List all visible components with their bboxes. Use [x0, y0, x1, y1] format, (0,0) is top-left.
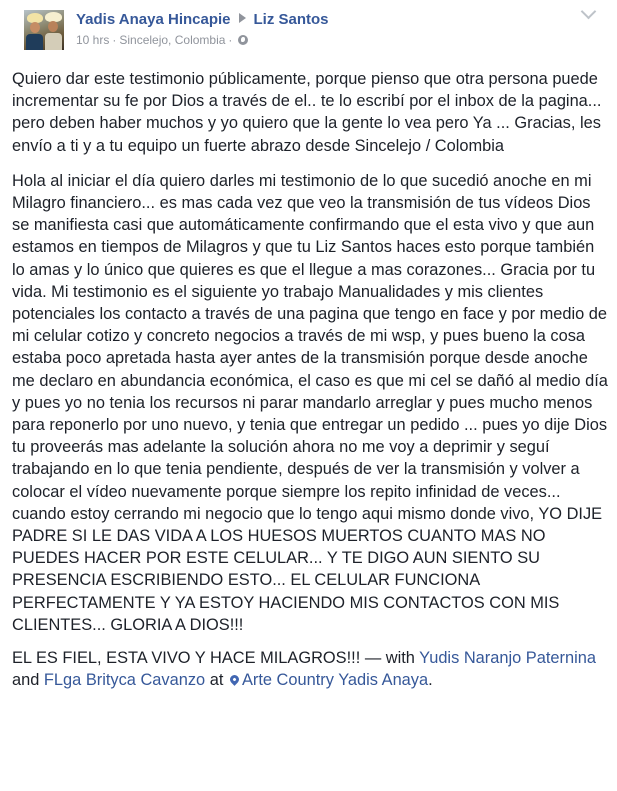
post-header	[12, 0, 605, 60]
post-location[interactable]: Sincelejo, Colombia	[119, 33, 226, 47]
recipient-name-link[interactable]: Liz Santos	[253, 11, 329, 28]
meta-separator: ·	[228, 33, 233, 47]
closing-end: .	[428, 671, 433, 690]
post-names	[76, 11, 329, 28]
post-meta	[76, 33, 248, 47]
meta-separator: ·	[112, 33, 117, 47]
post-body	[12, 68, 610, 702]
post-closing	[12, 647, 610, 691]
place-link[interactable]: Arte Country Yadis Anaya	[241, 671, 429, 690]
chevron-down-icon[interactable]	[581, 4, 597, 20]
closing-at: at	[205, 671, 228, 690]
tagged-person-link[interactable]: Yudis Naranjo Paternina	[419, 649, 596, 668]
closing-text: EL ES FIEL, ESTA VIVO Y HACE MILAGROS!!! — with	[12, 649, 420, 668]
closing-and: and	[12, 671, 44, 690]
post-time[interactable]: 10 hrs	[76, 33, 110, 47]
post-paragraph: Quiero dar este testimonio públicamente, porque pienso que otra persona puede incrementar su fe por Dios a través de el.. te lo escribí por el inbox de la pagina... pero deben haber muchos y yo quiero que la gente lo vea pero Ya ... Gracias, les envío a ti y a tu equipo un fuerte abrazo desde Sincelejo / Colombia	[12, 70, 602, 155]
author-avatar[interactable]	[24, 10, 64, 50]
author-name-link[interactable]: Yadis Anaya Hincapie	[76, 11, 231, 28]
map-pin-icon	[228, 673, 241, 686]
tagged-person-link[interactable]: FLga Brityca Cavanzo	[43, 671, 206, 690]
globe-icon[interactable]	[238, 35, 248, 45]
arrow-right-icon	[239, 13, 246, 23]
post-paragraph: Hola al iniciar el día quiero darles mi testimonio de lo que sucedió anoche en mi Milagro financiero... es mas cada vez que veo la transmisión de tus vídeos Dios se manifiesta casi que automáticamente confirmando que el esta vivo y que aun estamos en tiempos de Milagros y que tu Liz Santos haces esto porque también lo amas y lo único que quieres es que el llegue a mas corazones... Gracia por tu vida. Mi testimonio es el siguiente yo trabajo Manualidades y mis clientes potenciales los contacto a través de una pagina que tengo en face y por medio de mi celular cotizo y concreto negocios a través de mi wsp, y pues bueno la cosa estaba poco apretada hasta ayer antes de la transmisión porque desde anoche me declaro en abundancia económica, el caso es que mi cel se dañó al medio día y pues yo no tenia los recursos ni parar mandarlo arreglar y pues mucho menos para reponerlo por uno nuevo, y tenia que entregar un pedido ... pues yo dije Dios tu proveerás mas adelante la solución ahora no me voy a deprimir y seguí trabajando en lo que tenia pendiente, después de ver la transmisión y volver a colocar el vídeo nuevamente porque siempre los repito infinidad de veces... cuando estoy cerrando mi negocio que lo tengo aqui mismo donde vivo, YO DIJE PADRE SI LE DAS VIDA A LOS HUESOS MUERTOS CUANTO MAS NO PUEDES HACER POR ESTE CELULAR... Y TE DIGO AUN SIENTO SU PRESENCIA ESCRIBIENDO ESTO... EL CELULAR FUNCIONA PERFECTAMENTE Y YA ESTOY HACIENDO MIS CONTACTOS CON MIS CLIENTES... GLORIA A DIOS!!!	[12, 171, 608, 634]
